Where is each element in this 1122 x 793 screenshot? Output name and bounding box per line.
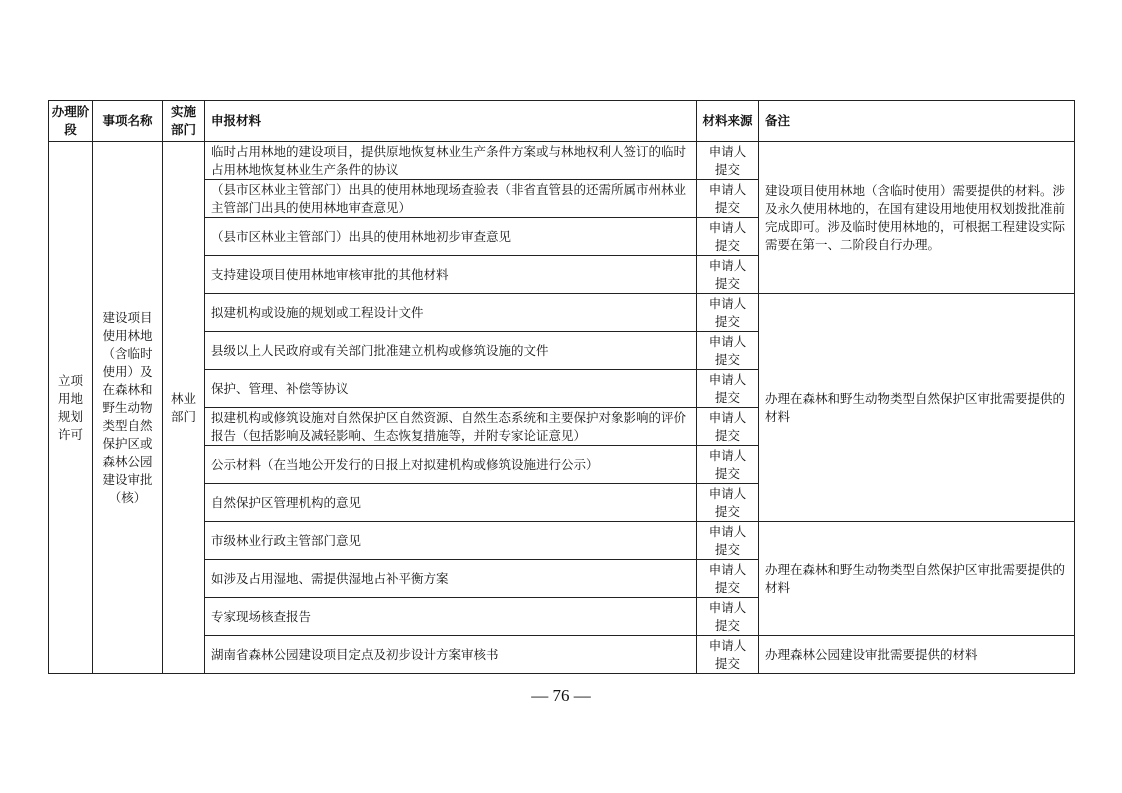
- material-cell: 保护、管理、补偿等协议: [205, 370, 697, 408]
- material-cell: （县市区林业主管部门）出具的使用林地初步审查意见: [205, 218, 697, 256]
- source-cell: 申请人提交: [697, 332, 759, 370]
- source-cell: 申请人提交: [697, 408, 759, 446]
- material-cell: 拟建机构或修筑设施对自然保护区自然资源、自然生态系统和主要保护对象影响的评价报告（包括影响及减轻影响、生态恢复措施等，并附专家论证意见）: [205, 408, 697, 446]
- source-cell: 申请人提交: [697, 294, 759, 332]
- material-cell: （县市区林业主管部门）出具的使用林地现场查验表（非省直管县的还需所属市州林业主管部门出具的使用林地审查意见）: [205, 180, 697, 218]
- header-item-name: 事项名称: [93, 101, 163, 142]
- material-cell: 支持建设项目使用林地审核审批的其他材料: [205, 256, 697, 294]
- table-row: [49, 142, 1075, 180]
- material-cell: 县级以上人民政府或有关部门批准建立机构或修筑设施的文件: [205, 332, 697, 370]
- source-cell: 申请人提交: [697, 598, 759, 636]
- material-cell: 如涉及占用湿地、需提供湿地占补平衡方案: [205, 560, 697, 598]
- department-cell: 林业部门: [163, 142, 205, 674]
- remark-cell: 办理在森林和野生动物类型自然保护区审批需要提供的材料: [759, 522, 1075, 636]
- materials-table: [48, 100, 1075, 674]
- source-cell: 申请人提交: [697, 256, 759, 294]
- material-cell: 市级林业行政主管部门意见: [205, 522, 697, 560]
- source-cell: 申请人提交: [697, 142, 759, 180]
- material-cell: 临时占用林地的建设项目，提供原地恢复林业生产条件方案或与林地权利人签订的临时占用林地恢复林业生产条件的协议: [205, 142, 697, 180]
- header-row: [49, 101, 1075, 142]
- header-department: 实施部门: [163, 101, 205, 142]
- header-stage: 办理阶段: [49, 101, 93, 142]
- source-cell: 申请人提交: [697, 560, 759, 598]
- material-cell: 公示材料（在当地公开发行的日报上对拟建机构或修筑设施进行公示）: [205, 446, 697, 484]
- item-name-cell: 建设项目使用林地（含临时使用）及在森林和野生动物类型自然保护区或森林公园建设审批（核）: [93, 142, 163, 674]
- source-cell: 申请人提交: [697, 180, 759, 218]
- header-remarks: 备注: [759, 101, 1075, 142]
- source-cell: 申请人提交: [697, 636, 759, 674]
- remark-cell: 办理森林公园建设审批需要提供的材料: [759, 636, 1075, 674]
- material-cell: 拟建机构或设施的规划或工程设计文件: [205, 294, 697, 332]
- stage-cell: 立项用地规划许可: [49, 142, 93, 674]
- source-cell: 申请人提交: [697, 522, 759, 560]
- header-material: 申报材料: [205, 101, 697, 142]
- material-cell: 湖南省森林公园建设项目定点及初步设计方案审核书: [205, 636, 697, 674]
- remark-cell: 建设项目使用林地（含临时使用）需要提供的材料。涉及永久使用林地的，在国有建设用地使用权划拨批准前完成即可。涉及临时使用林地的，可根据工程建设实际需要在第一、二阶段自行办理。: [759, 142, 1075, 294]
- source-cell: 申请人提交: [697, 446, 759, 484]
- page-number: — 76 —: [531, 686, 591, 705]
- material-cell: 自然保护区管理机构的意见: [205, 484, 697, 522]
- header-source: 材料来源: [697, 101, 759, 142]
- source-cell: 申请人提交: [697, 484, 759, 522]
- source-cell: 申请人提交: [697, 218, 759, 256]
- source-cell: 申请人提交: [697, 370, 759, 408]
- remark-cell: 办理在森林和野生动物类型自然保护区审批需要提供的材料: [759, 294, 1075, 522]
- material-cell: 专家现场核查报告: [205, 598, 697, 636]
